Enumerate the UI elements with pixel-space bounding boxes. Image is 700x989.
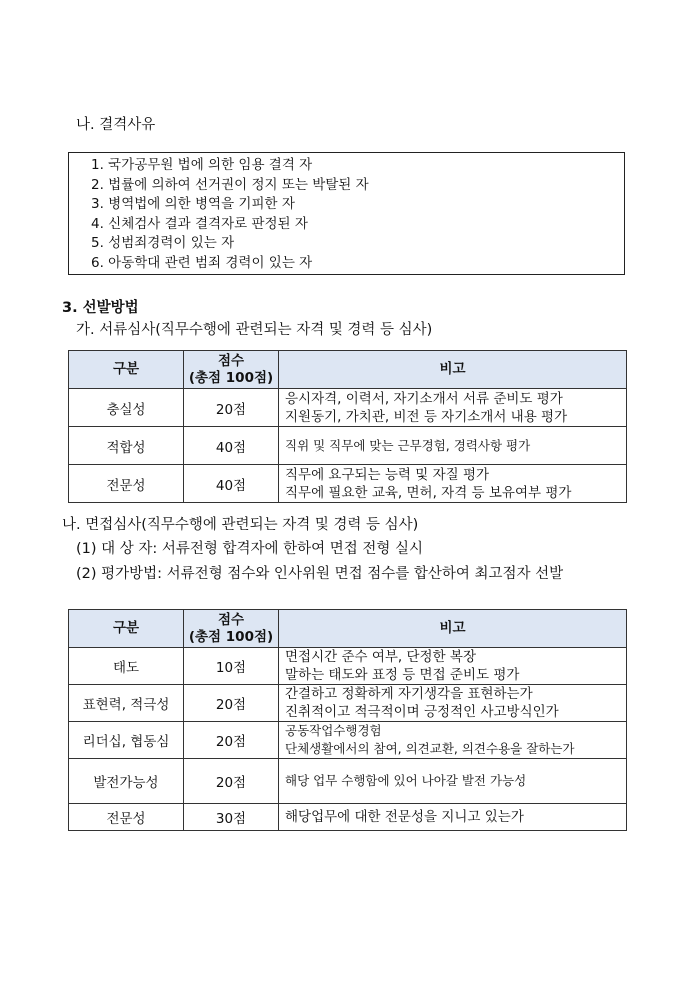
remark-line: 지원동기, 가치관, 비전 등 자기소개서 내용 평가 [285, 408, 568, 425]
cell-remark [279, 722, 627, 759]
cell-remark [279, 648, 627, 685]
interview-point-target: (1) 대 상 자: 서류전형 합격자에 한하여 면접 전형 실시 [76, 541, 424, 557]
table-row [69, 722, 627, 759]
remark-line: 공동작업수행경험 [285, 723, 382, 738]
table-header-row [69, 610, 627, 648]
cell-category: 표현력, 적극성 [69, 685, 184, 722]
cell-category: 태도 [69, 648, 184, 685]
cell-remark: 직위 및 직무에 맞는 근무경험, 경력사항 평가 [279, 427, 627, 465]
disqualification-item: 6. 아동학대 관련 범죄 경력이 있는 자 [91, 254, 313, 271]
table-row [69, 427, 627, 465]
cell-category: 발전가능성 [69, 759, 184, 804]
disqualification-box [68, 152, 625, 275]
remark-line: 직무에 필요한 교육, 면허, 자격 등 보유여부 평가 [285, 484, 572, 501]
cell-category: 리더십, 협동심 [69, 722, 184, 759]
table-row [69, 389, 627, 427]
interview-point-method: (2) 평가방법: 서류전형 점수와 인사위원 면접 점수를 합산하여 최고점자 선발 [76, 566, 564, 582]
remark-line: 직무에 요구되는 능력 및 자질 평가 [285, 466, 490, 483]
cell-score: 10점 [184, 648, 279, 685]
cell-remark [279, 389, 627, 427]
section-heading-selection: 3. 선발방법 [62, 300, 139, 316]
header-remark: 비고 [279, 610, 627, 648]
table-row [69, 804, 627, 831]
cell-score: 20점 [184, 389, 279, 427]
cell-remark [279, 685, 627, 722]
interview-table [68, 609, 627, 831]
cell-remark [279, 465, 627, 503]
table-row [69, 685, 627, 722]
remark-line: 면접시간 준수 여부, 단정한 복장 [285, 649, 476, 665]
header-score-line2: (총점 100점) [188, 369, 274, 386]
remark-line: 단체생활에서의 참여, 의견교환, 의견수용을 잘하는가 [285, 741, 575, 756]
remark-line: 진취적이고 적극적이며 긍정적인 사고방식인가 [285, 704, 559, 720]
cell-score: 30점 [184, 804, 279, 831]
header-score-line1: 점수 [217, 352, 245, 369]
table-row [69, 759, 627, 804]
cell-category: 적합성 [69, 427, 184, 465]
cell-category: 전문성 [69, 465, 184, 503]
disqualification-item: 1. 국가공무원 법에 의한 임용 결격 자 [91, 157, 313, 173]
header-score-line1: 점수 [217, 611, 245, 628]
cell-category: 충실성 [69, 389, 184, 427]
table-row [69, 648, 627, 685]
disqualification-item: 4. 신체검사 결과 결격자로 판정된 자 [91, 215, 308, 232]
cell-category: 전문성 [69, 804, 184, 831]
header-remark: 비고 [279, 351, 627, 389]
header-score [184, 351, 279, 389]
cell-score: 20점 [184, 685, 279, 722]
table-header-row [69, 351, 627, 389]
disqualification-item: 2. 법률에 의하여 선거권이 정지 또는 박탈된 자 [91, 176, 369, 193]
cell-score: 40점 [184, 427, 279, 465]
cell-remark: 해당업무에 대한 전문성을 지니고 있는가 [279, 804, 627, 831]
remark-line: 응시자격, 이력서, 자기소개서 서류 준비도 평가 [285, 390, 563, 407]
cell-remark: 해당 업무 수행함에 있어 나아갈 발전 가능성 [279, 759, 627, 804]
cell-score: 20점 [184, 759, 279, 804]
doc-review-table [68, 350, 627, 503]
header-category: 구분 [69, 351, 184, 389]
disqualification-item: 3. 병역법에 의한 병역을 기피한 자 [91, 196, 295, 212]
doc-review-title: 가. 서류심사(직무수행에 관련되는 자격 및 경력 등 심사) [76, 322, 433, 338]
header-score [184, 610, 279, 648]
header-score-line2: (총점 100점) [188, 628, 274, 645]
header-category: 구분 [69, 610, 184, 648]
remark-line: 말하는 태도와 표정 등 면접 준비도 평가 [285, 667, 520, 683]
remark-line: 간결하고 정확하게 자기생각을 표현하는가 [285, 686, 533, 702]
disqualification-item: 5. 성범죄경력이 있는 자 [91, 235, 235, 251]
section-title-disqualification: 나. 결격사유 [76, 117, 156, 133]
table-row [69, 465, 627, 503]
cell-score: 40점 [184, 465, 279, 503]
cell-score: 20점 [184, 722, 279, 759]
interview-title: 나. 면접심사(직무수행에 관련되는 자격 및 경력 등 심사) [62, 517, 419, 533]
